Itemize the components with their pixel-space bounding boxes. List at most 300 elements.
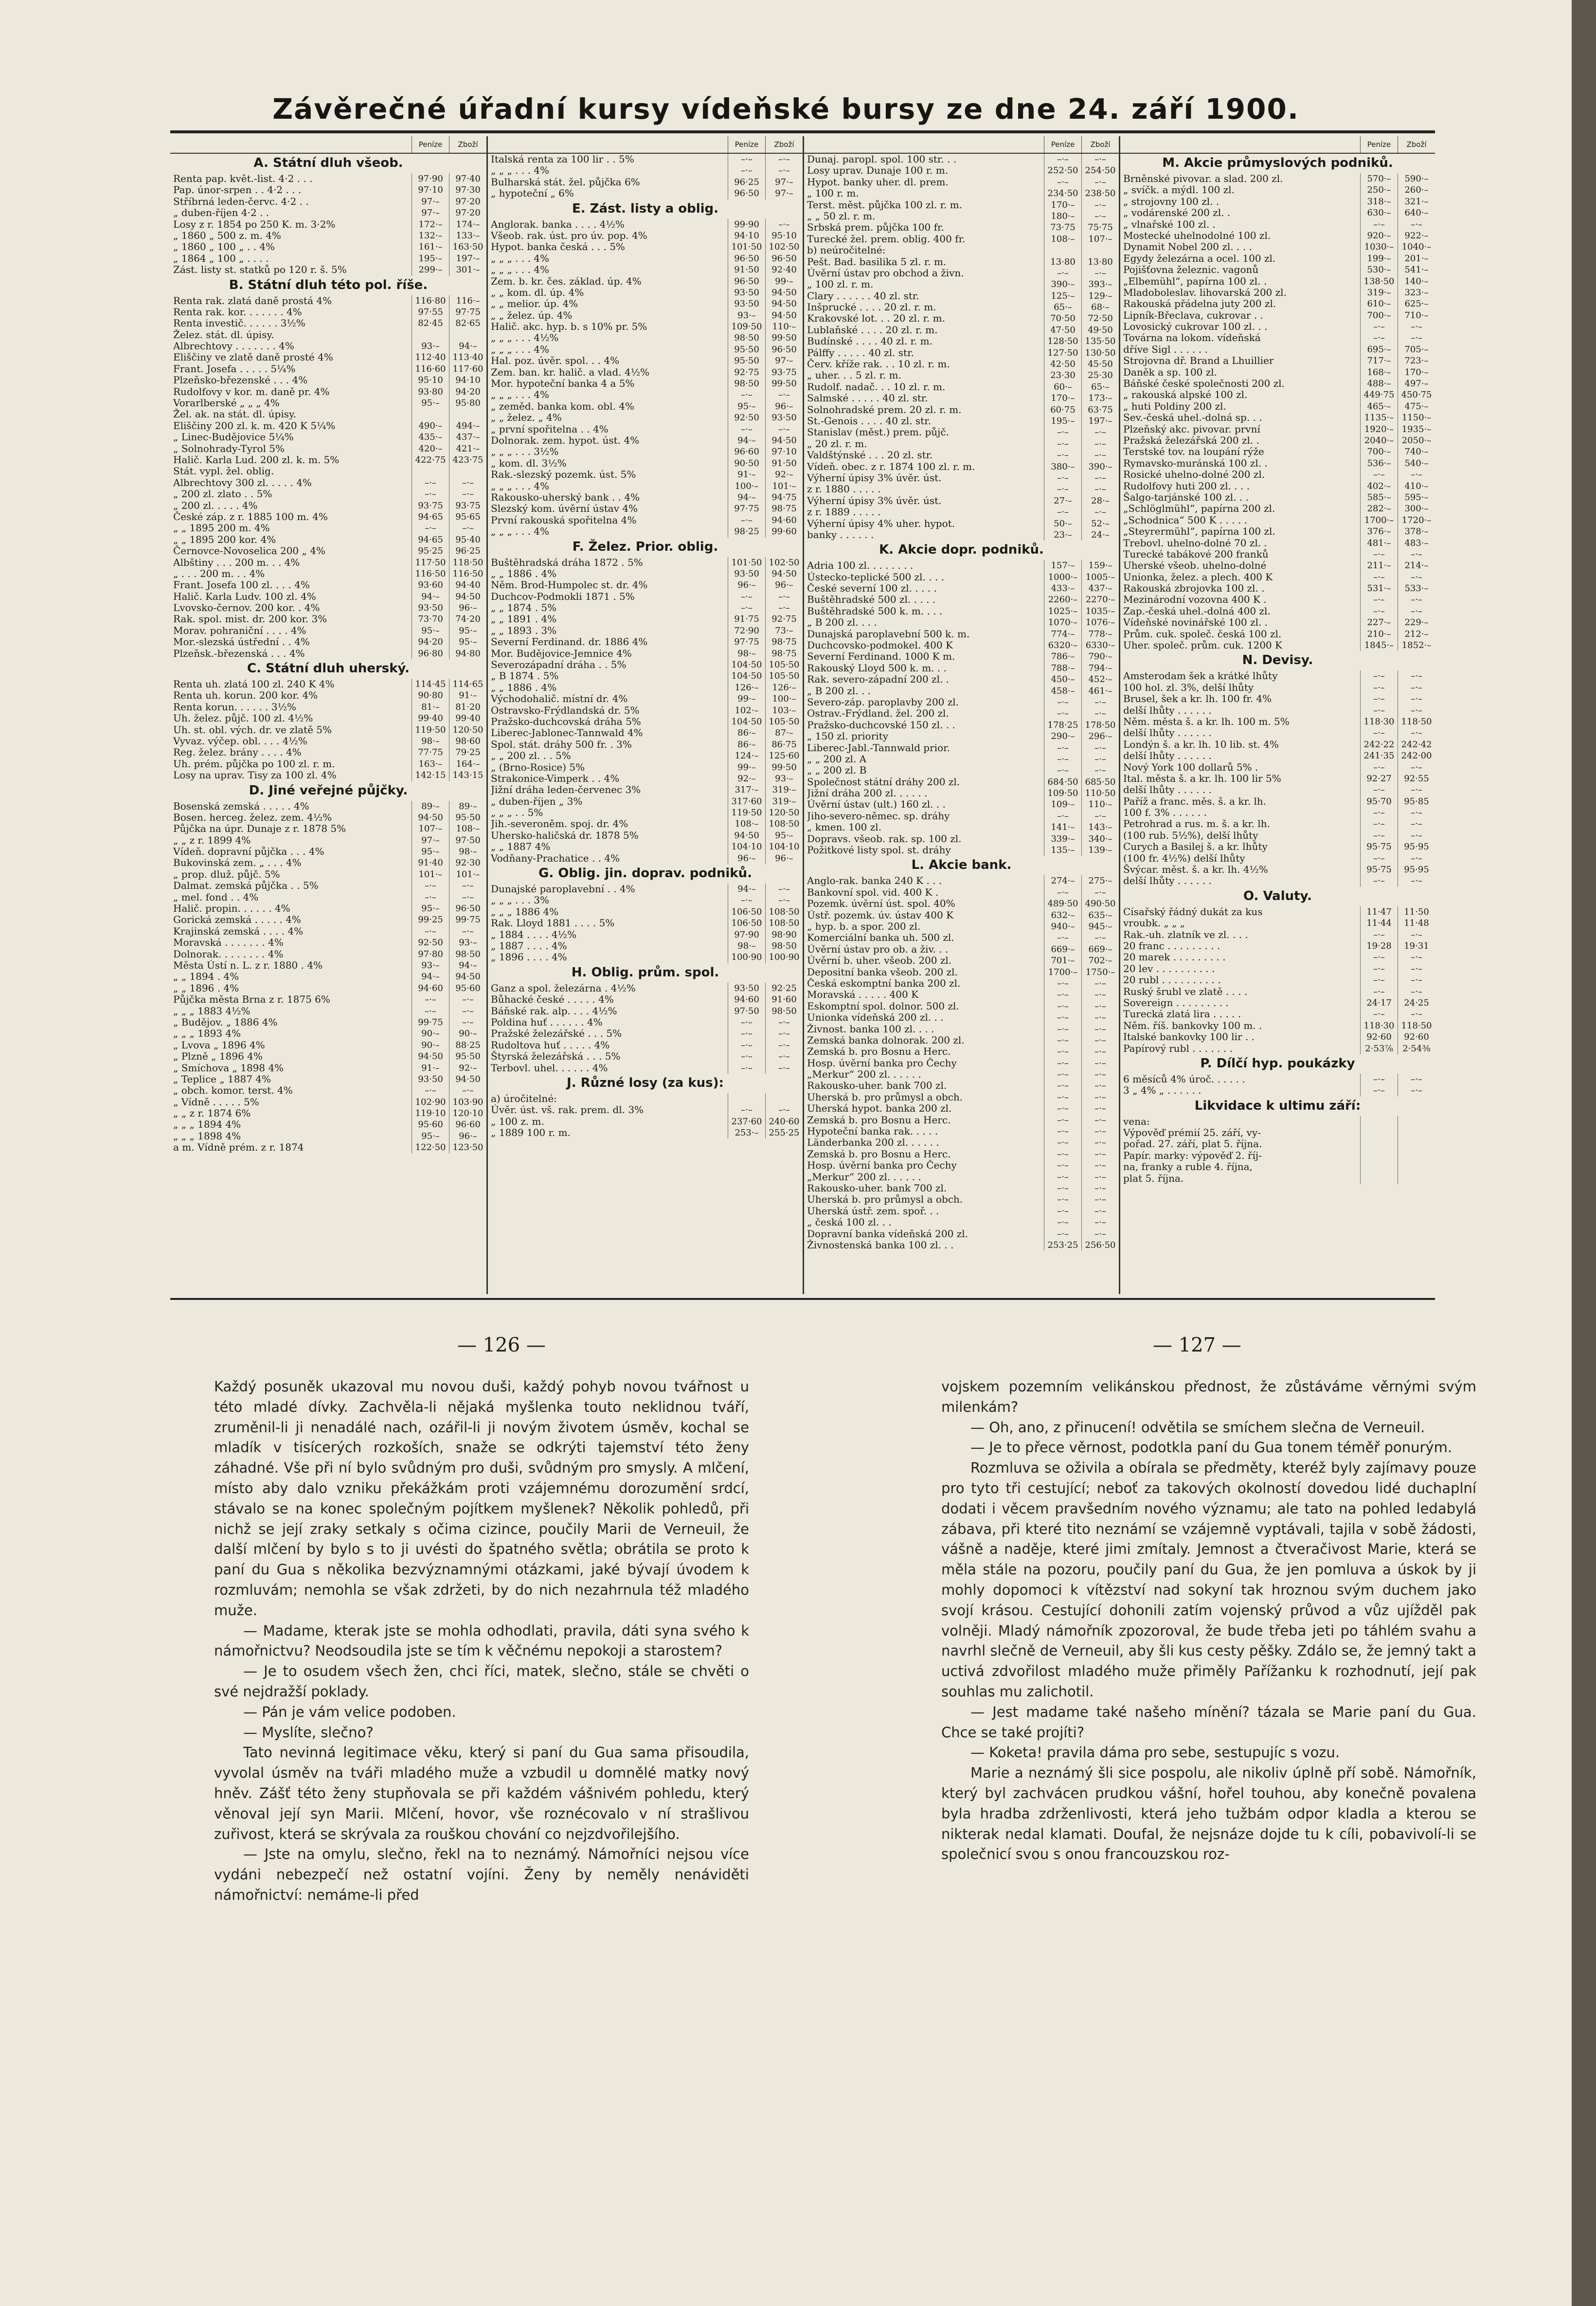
offer-price: –·– [1360, 727, 1398, 739]
demand-price: 114·65 [449, 679, 486, 690]
demand-price: 110·– [1081, 799, 1119, 810]
offer-price: 104·10 [728, 841, 765, 852]
offer-price: 253·25 [1044, 1240, 1081, 1251]
offer-price: –·– [1044, 1171, 1081, 1183]
table-row [170, 352, 486, 363]
offer-price: 97·10 [412, 184, 449, 196]
offer-price: –·– [1360, 762, 1398, 773]
security-name: Dolnorak. . . . . . . . 4% [173, 948, 284, 960]
offer-price: –·– [412, 477, 449, 488]
table-row [170, 318, 486, 329]
demand-price: 97·50 [449, 835, 486, 846]
security-name: Rak. spol. mist. dr. 200 kor. 3% [173, 613, 327, 625]
table-row [804, 955, 1119, 966]
section-title: F. Želez. Prior. oblig. [572, 539, 718, 554]
security-name: Města Ústí n. L. z r. 1880 . 4% [173, 960, 323, 971]
security-name: Egydy železárna a ocel. 100 zl. [1123, 252, 1276, 264]
offer-price: 50·– [1044, 518, 1081, 529]
demand-price: 1035·– [1081, 606, 1119, 617]
table-row [1120, 469, 1435, 480]
demand-price: –·– [765, 389, 803, 400]
security-name: Dynamit Nobel 200 zl. . . . [1123, 241, 1252, 253]
offer-price: 72·90 [728, 625, 765, 636]
demand-price: 105·50 [765, 716, 803, 727]
demand-price: 255·25 [765, 1127, 803, 1138]
offer-price [1360, 1150, 1398, 1161]
security-name: „ „ melior. úp. 4% [491, 298, 578, 310]
offer-price: 95·– [412, 846, 449, 857]
offer-price: 6320·– [1044, 640, 1081, 651]
security-name: Pálffy . . . . . 40 zl. str. [807, 347, 914, 359]
table-row [170, 375, 486, 386]
table-row [488, 648, 803, 659]
offer-price: 99·– [728, 693, 765, 704]
demand-price: 170·– [1398, 367, 1435, 378]
offer-price: 449·75 [1360, 389, 1398, 400]
table-row [804, 1171, 1119, 1183]
demand-price: 163·50 [449, 241, 486, 252]
table-row [488, 716, 803, 727]
security-name: Zást. listy st. statků po 120 r. š. 5% [173, 264, 347, 276]
offer-price: –·– [1044, 154, 1081, 165]
demand-price: 94·10 [449, 375, 486, 386]
table-row [804, 1149, 1119, 1160]
offer-price: –·– [1360, 606, 1398, 617]
table-row [804, 921, 1119, 932]
demand-price: 710·– [1398, 310, 1435, 321]
demand-price: –·– [765, 424, 803, 435]
offer-price: 65·– [1044, 302, 1081, 313]
table-row [804, 211, 1119, 222]
table-row [804, 811, 1119, 822]
security-name: České záp. z r. 1885 100 m. 4% [173, 511, 328, 522]
demand-price: 164·– [449, 758, 486, 770]
offer-price: 380·– [1044, 461, 1081, 472]
table-row [1120, 682, 1435, 693]
security-name: „ Plzně „ 1896 4% [173, 1051, 263, 1063]
demand-price: –·– [1398, 807, 1435, 818]
demand-price: 1935·– [1398, 424, 1435, 435]
security-name: Pražská železářská 200 zl. . [1123, 434, 1259, 446]
security-name: Živnostenská banka 100 zl. . . [807, 1239, 954, 1251]
offer-price: 95·– [412, 397, 449, 409]
demand-price: 98·50 [449, 949, 486, 960]
offer-price: 422·75 [412, 454, 449, 466]
offer-price: –·– [1360, 853, 1398, 864]
offer-price: 93·50 [728, 568, 765, 579]
demand-price: 135·50 [1081, 336, 1119, 347]
offer-price: 168·– [1360, 367, 1398, 378]
security-name: vroubk. „ „ „ [1123, 918, 1185, 929]
security-name: „ „ 200 zl. . . 5% [491, 750, 571, 762]
security-name: „ obch. komor. terst. 4% [173, 1085, 293, 1097]
table-row [488, 739, 803, 750]
security-name: „ „ 1894 . 4% [173, 971, 239, 983]
offer-price: 119·50 [728, 807, 765, 818]
offer-price: 102·– [728, 705, 765, 716]
table-row [804, 370, 1119, 381]
table-row [1120, 389, 1435, 400]
offer-price: 94·– [412, 971, 449, 982]
security-name: Uh. prém. půjčka po 100 zl. r. m. [173, 758, 335, 770]
table-row [804, 506, 1119, 518]
table-row [170, 903, 486, 914]
security-name: Strakonice-Vimperk . . 4% [491, 773, 620, 784]
demand-price: 497·– [1398, 378, 1435, 389]
demand-price [1398, 1127, 1435, 1138]
offer-price: 1070·– [1044, 617, 1081, 628]
table-row [804, 742, 1119, 754]
demand-price: 97·10 [765, 446, 803, 457]
demand-price: 393·– [1081, 279, 1119, 290]
offer-price: 101·50 [728, 557, 765, 568]
table-row [488, 1063, 803, 1074]
offer-price: –·– [1044, 438, 1081, 450]
demand-price: 93·75 [765, 367, 803, 378]
offer-price: 93·50 [728, 983, 765, 994]
table-row [488, 1116, 803, 1127]
demand-price: 11·48 [1398, 918, 1435, 929]
offer-price: 1135·– [1360, 412, 1398, 423]
table-row [1120, 705, 1435, 716]
demand-price: –·– [1081, 708, 1119, 719]
security-name: Rakouská zbrojovka 100 zl. . [1123, 583, 1265, 595]
offer-price: 124·– [728, 750, 765, 761]
demand-price: 79·25 [449, 747, 486, 758]
offer-price: –·– [728, 1104, 765, 1116]
table-row [170, 1085, 486, 1096]
offer-price: 106·50 [728, 906, 765, 918]
offer-price: 701·– [1044, 955, 1081, 966]
table-row [488, 636, 803, 648]
demand-price: 110·– [765, 321, 803, 332]
demand-price: 120·50 [765, 807, 803, 818]
table-row [804, 177, 1119, 188]
table-row [488, 1028, 803, 1039]
security-name: Renta rak. kor. . . . . . . 4% [173, 306, 302, 318]
security-name: Dolnorak. zem. hypot. úst. 4% [491, 434, 640, 446]
demand-price: 319·– [765, 784, 803, 795]
offer-price: 319·– [1360, 287, 1398, 298]
security-name: Pražsko-duchcovské 150 zl. . . [807, 719, 955, 731]
demand-price: –·– [1398, 727, 1435, 739]
table-row [488, 287, 803, 298]
table-row [488, 1040, 803, 1051]
demand-price: –·– [1081, 1115, 1119, 1126]
demand-price: 95·85 [1398, 796, 1435, 807]
offer-price: 536·– [1360, 458, 1398, 469]
security-name: „ uher. . . 5 zl. r. m. [807, 370, 901, 381]
demand-price: –·– [1398, 321, 1435, 332]
table-row [170, 1074, 486, 1085]
security-name: Moravská . . . . . 400 K [807, 989, 919, 1001]
offer-price: 98·50 [728, 378, 765, 389]
offer-price: –·– [1044, 811, 1081, 822]
offer-price: 86·– [728, 739, 765, 750]
demand-price: 92·– [765, 469, 803, 480]
offer-price: 95·– [728, 401, 765, 412]
demand-price: 95·10 [765, 230, 803, 241]
offer-price: 96·50 [728, 276, 765, 287]
demand-price: 94·50 [765, 287, 803, 298]
offer-price [412, 329, 449, 341]
security-name: „ „ „ 1886 4% [491, 906, 559, 918]
offer-price: 60·– [1044, 381, 1081, 393]
security-name: Strojovna dř. Brand a Lhuillier [1123, 355, 1274, 367]
demand-price: 98·50 [765, 940, 803, 952]
table-row [804, 495, 1119, 506]
demand-price: 95·50 [449, 812, 486, 823]
security-name: Společnost státní dráhy 200 zl. [807, 776, 960, 788]
demand-price: 300·– [1398, 503, 1435, 514]
table-row [804, 199, 1119, 211]
offer-price: 290·– [1044, 731, 1081, 742]
offer-price: 119·10 [412, 1108, 449, 1119]
security-name: Buštěhradské 500 zl. . . . . [807, 594, 936, 606]
security-name: Unionka vídeňská 200 zl. . . [807, 1012, 944, 1024]
security-name: Slezský kom. úvěrní ústav 4% [491, 503, 638, 515]
security-name: Reg. želez. brány . . . . 4% [173, 747, 302, 758]
table-row [170, 880, 486, 891]
table-row [1120, 727, 1435, 739]
table-row [170, 591, 486, 602]
demand-price: 212·– [1398, 629, 1435, 640]
security-name: Salmské . . . . . 40 zl. str. [807, 393, 928, 404]
security-name: Pražské železářské . . . 5% [491, 1028, 622, 1040]
security-name: Všeob. rak. úst. pro úv. pop. 4% [491, 230, 647, 241]
table-row [488, 188, 803, 199]
offer-price: –·– [728, 1017, 765, 1028]
security-name: „ 1896 . . . . 4% [491, 952, 567, 963]
demand-price [449, 409, 486, 420]
security-name: „ „ „ . . . 4½% [491, 332, 559, 344]
security-name: 100 hol. zl. 3%, delší lhůty [1123, 682, 1254, 693]
security-name: Jižní dráha leden-červenec 3% [491, 784, 641, 796]
security-name: Rosické uhelno-dolné 200 zl. [1123, 469, 1265, 481]
demand-price: –·– [1398, 1074, 1435, 1085]
demand-price: –·– [1398, 762, 1435, 773]
header-demand: Zboží [449, 136, 486, 153]
offer-price: –·– [1360, 469, 1398, 480]
offer-price: –·– [728, 1040, 765, 1051]
offer-price: 97·– [412, 196, 449, 207]
table-row [170, 295, 486, 306]
security-name: Ústř. pozemk. úv. ústav 400 K [807, 909, 954, 921]
table-row [804, 472, 1119, 484]
security-name: Ústecko-teplické 500 zl. . . . [807, 571, 945, 583]
offer-price: 376·– [1360, 526, 1398, 537]
header-offer: Peníze [1360, 136, 1398, 153]
table-row [1120, 446, 1435, 457]
security-name: Mladoboleslav. lihovarská 200 zl. [1123, 287, 1287, 298]
security-name: Terbovl. uhel. . . . . . 4% [491, 1062, 608, 1074]
demand-price: 133·– [449, 230, 486, 241]
table-row [1120, 583, 1435, 594]
table-row [804, 188, 1119, 199]
table-row [1120, 492, 1435, 503]
demand-price: 97·75 [449, 306, 486, 318]
demand-price: 81·20 [449, 702, 486, 713]
offer-price: –·– [1044, 1012, 1081, 1023]
security-name: Pozemk. úvěrní úst. spol. 40% [807, 898, 955, 910]
security-name: „ B 200 zl. . . [807, 685, 871, 697]
security-name: Hypot. banky uher. dl. prem. [807, 176, 949, 188]
security-name: „ prop. dluž. půjč. 5% [173, 868, 280, 880]
offer-price: 128·50 [1044, 336, 1081, 347]
demand-price: 95·50 [449, 1051, 486, 1062]
security-name: „ „ 200 zl. A [807, 753, 867, 765]
security-name: Švýcar. měst. š. a kr. lh. 4½% [1123, 864, 1268, 876]
column-header [170, 136, 486, 154]
table-row [1120, 572, 1435, 583]
security-name: Ostravsko-Frýdlandská dr. 5% [491, 704, 640, 716]
table-row [1120, 875, 1435, 886]
table-row [804, 674, 1119, 685]
security-name: Plzeňsk.-březenská . . . 4% [173, 648, 305, 659]
security-name: Půjčka na úpr. Dunaje z r. 1878 5% [173, 823, 346, 835]
table-row [804, 910, 1119, 921]
table-row [1120, 1043, 1435, 1054]
table-row [1120, 1085, 1435, 1096]
table-row [1120, 841, 1435, 852]
table-column-4 [1119, 136, 1435, 1294]
offer-price: 116·60 [412, 363, 449, 375]
paragraph: — Je to přece věrnost, podotkla paní du Gua tonem téměř ponurým. [970, 1439, 1453, 1456]
table-row [1120, 693, 1435, 704]
demand-price: –·– [1398, 219, 1435, 230]
table-row [804, 415, 1119, 427]
offer-price: 118·30 [1360, 716, 1398, 727]
security-name: Terstské tov. na loupání rýže [1123, 446, 1264, 458]
security-name: Pražsko-duchcovská dráha 5% [491, 716, 641, 727]
offer-price: –·– [728, 165, 765, 176]
security-name: a m. Vídně prém. z r. 1874 [173, 1142, 304, 1153]
security-name: Severo-záp. paroplavby 200 zl. [807, 696, 959, 708]
table-row [1120, 184, 1435, 196]
demand-price: –·– [1081, 268, 1119, 279]
demand-price: 103·– [765, 705, 803, 716]
table-row [1120, 796, 1435, 807]
section-title: C. Státní dluh uherský. [247, 661, 410, 676]
demand-price: 2270·– [1081, 594, 1119, 605]
offer-price: –·– [728, 591, 765, 602]
security-name: Rak. severo-západní 200 zl. . [807, 674, 950, 685]
table-row [804, 617, 1119, 628]
security-name: Curych a Basilej š. a kr. lhůty [1123, 841, 1268, 853]
offer-price: 95·60 [412, 1119, 449, 1130]
offer-price: 163·– [412, 758, 449, 770]
offer-price: –·– [1044, 932, 1081, 943]
demand-price: 301·– [449, 264, 486, 275]
offer-price: 95·10 [412, 375, 449, 386]
table-row [1120, 1173, 1435, 1184]
security-name: Uhersko-haličská dr. 1878 5% [491, 829, 639, 841]
demand-price: –·– [1398, 1009, 1435, 1020]
demand-price: –·– [1081, 177, 1119, 188]
table-row [1120, 367, 1435, 378]
demand-price: 97·– [765, 177, 803, 188]
security-name: Rudolfovy huti 200 zl. . . . [1123, 480, 1250, 492]
offer-price: –·– [1044, 697, 1081, 708]
demand-price: 98·90 [765, 929, 803, 940]
table-row [1120, 1020, 1435, 1031]
security-name: „Elbemühl“, papírna 100 zl. . [1123, 275, 1267, 287]
demand-price: 6330·– [1081, 640, 1119, 651]
security-name: (100 fr. 4½%) delší lhůty [1123, 852, 1245, 864]
offer-price: –·– [1044, 1126, 1081, 1137]
demand-price: 240·60 [765, 1116, 803, 1127]
demand-price: 945·– [1081, 921, 1119, 932]
offer-price: 118·30 [1360, 1020, 1398, 1031]
security-name: Albštiny . . . 200 m. . . 4% [173, 557, 300, 568]
security-name: „ kmen. 100 zl. [807, 822, 882, 833]
table-row [488, 773, 803, 784]
demand-price: –·– [1398, 784, 1435, 795]
table-row [170, 477, 486, 488]
paragraph: — Oh, ano, z přinucení! odvětila se smíchem slečna de Verneuil. [970, 1419, 1425, 1436]
demand-price: –·– [765, 1063, 803, 1074]
demand-price: 2050·– [1398, 435, 1435, 446]
demand-price: 92·40 [765, 264, 803, 275]
offer-price: –·– [1360, 1009, 1398, 1020]
table-row [170, 914, 486, 925]
security-name: Daněk a sp. 100 zl. [1123, 366, 1218, 378]
demand-price: 11·50 [1398, 906, 1435, 918]
security-name: Severní Ferdinand. 1000 K m. [807, 651, 955, 663]
offer-price: –·– [1044, 708, 1081, 719]
table-row [804, 1228, 1119, 1240]
security-name: 20 lev . . . . . . . . . . [1123, 963, 1215, 974]
security-name: „Merkur“ 200 zl. . . . . . [807, 1069, 921, 1081]
demand-price: 108·50 [765, 906, 803, 918]
security-name: „ 20 zl. r. m. [807, 438, 867, 450]
security-name: Albrechtovy . . . . . . . 4% [173, 341, 294, 352]
table-row [804, 1001, 1119, 1012]
security-name: České severní 100 zl. . . . . [807, 583, 937, 595]
offer-price: 101·– [412, 869, 449, 880]
security-name: 20 marek . . . . . . . . . [1123, 952, 1226, 963]
table-row [804, 685, 1119, 697]
table-row [488, 883, 803, 895]
demand-price: 108·50 [765, 918, 803, 929]
offer-price: 11·44 [1360, 918, 1398, 929]
offer-price: –·– [728, 602, 765, 613]
offer-price: 774·– [1044, 629, 1081, 640]
security-name: Duchcov-Podmokli 1871 . 5% [491, 591, 635, 602]
offer-price: 299·– [412, 264, 449, 275]
security-name: Papír. marky: výpověď 2. říj- [1123, 1150, 1262, 1161]
security-name: „ vlnařské 100 zl. . [1123, 218, 1216, 230]
demand-price: –·– [1081, 697, 1119, 708]
offer-price: 195·– [412, 253, 449, 264]
offer-price: –·– [728, 895, 765, 906]
security-name: Něm. města š. a kr. lh. 100 m. 5% [1123, 716, 1290, 727]
offer-price: –·– [1360, 963, 1398, 974]
offer-price: 126·– [728, 682, 765, 693]
table-row [1120, 412, 1435, 423]
table-row [804, 1160, 1119, 1171]
table-row [170, 1131, 486, 1142]
security-name: „ Linec-Budějovice 5¼% [173, 432, 294, 443]
security-name: Inšprucké . . . . 20 zl. r. m. [807, 302, 936, 313]
table-row [804, 381, 1119, 393]
table-row [1120, 1009, 1435, 1020]
offer-price: 700·– [1360, 310, 1398, 321]
table-column-2 [486, 136, 803, 1294]
security-name: Sovereign . . . . . . . . . [1123, 997, 1229, 1009]
offer-price: 104·50 [728, 716, 765, 727]
table-row [1120, 321, 1435, 332]
